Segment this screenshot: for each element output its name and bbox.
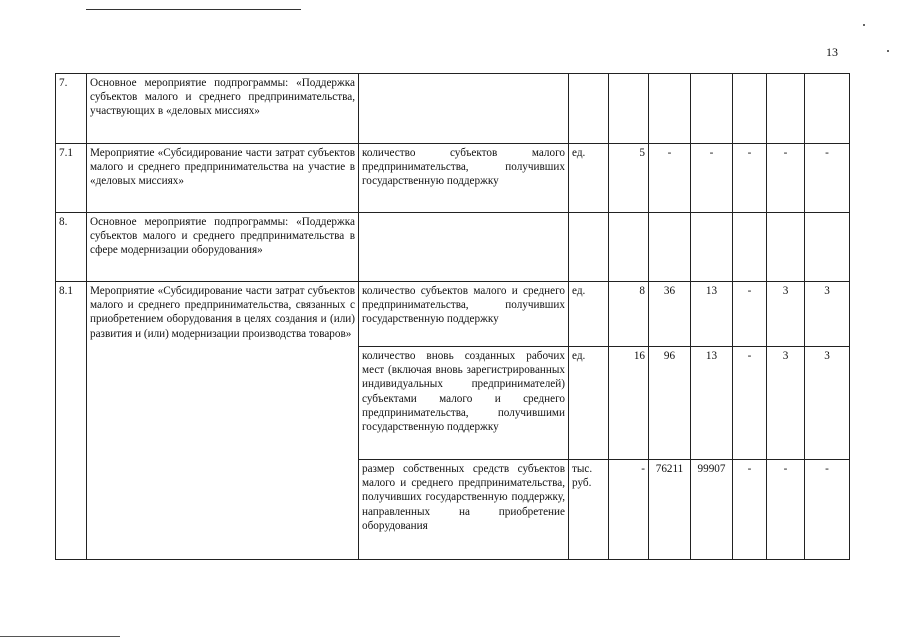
unit-cell: ед. bbox=[569, 282, 609, 347]
row-number: 7.1 bbox=[56, 144, 87, 213]
indicator-cell: количество субъектов малого предпринимательства, получивших государственную поддержку bbox=[359, 144, 569, 213]
event-cell: Мероприятие «Субсидирование части затрат субъектов малого и среднего предпринимательства, связанных с приобретением оборудования в целях создания и (или) развития и (или) модернизации производства товаров» bbox=[87, 282, 359, 560]
value-cell: 3 bbox=[805, 282, 850, 347]
value-cell: - bbox=[767, 460, 805, 560]
value-cell bbox=[733, 74, 767, 144]
scan-speck bbox=[887, 50, 889, 52]
scan-speck bbox=[863, 24, 865, 26]
value-cell bbox=[609, 213, 649, 282]
indicator-cell bbox=[359, 74, 569, 144]
unit-cell: ед. bbox=[569, 347, 609, 460]
event-cell: Основное мероприятие подпрограммы: «Поддержка субъектов малого и среднего предпринимательства в сфере модернизации оборудования» bbox=[87, 213, 359, 282]
event-cell: Мероприятие «Субсидирование части затрат субъектов малого и среднего предпринимательства на участие в «деловых миссиях» bbox=[87, 144, 359, 213]
footer-rule bbox=[0, 636, 120, 637]
value-cell: 3 bbox=[767, 347, 805, 460]
value-cell: - bbox=[733, 347, 767, 460]
indicator-cell: размер собственных средств субъектов малого и среднего предпринимательства, получивших государственную поддержку, направленных на приобретение оборудования bbox=[359, 460, 569, 560]
value-cell: 5 bbox=[609, 144, 649, 213]
value-cell bbox=[767, 213, 805, 282]
unit-cell: ед. bbox=[569, 144, 609, 213]
value-cell: 76211 bbox=[649, 460, 691, 560]
table-row bbox=[56, 144, 850, 213]
value-cell: - bbox=[649, 144, 691, 213]
value-cell: 13 bbox=[691, 347, 733, 460]
value-cell: - bbox=[805, 144, 850, 213]
event-cell: Основное мероприятие подпрограммы: «Поддержка субъектов малого и среднего предпринимательства, участвующих в «деловых миссиях» bbox=[87, 74, 359, 144]
value-cell: 13 bbox=[691, 282, 733, 347]
value-cell: - bbox=[609, 460, 649, 560]
value-cell bbox=[767, 74, 805, 144]
row-number: 8.1 bbox=[56, 282, 87, 560]
indicator-cell bbox=[359, 213, 569, 282]
unit-cell bbox=[569, 213, 609, 282]
page-number: 13 bbox=[826, 45, 838, 59]
value-cell: 99907 bbox=[691, 460, 733, 560]
row-number: 8. bbox=[56, 213, 87, 282]
unit-cell bbox=[569, 74, 609, 144]
value-cell: - bbox=[691, 144, 733, 213]
unit-cell: тыс. руб. bbox=[569, 460, 609, 560]
value-cell: - bbox=[733, 460, 767, 560]
value-cell: 36 bbox=[649, 282, 691, 347]
value-cell: 16 bbox=[609, 347, 649, 460]
value-cell bbox=[691, 74, 733, 144]
value-cell bbox=[649, 74, 691, 144]
value-cell: - bbox=[805, 460, 850, 560]
indicator-cell: количество субъектов малого и среднего предпринимательства, получивших государственную поддержку bbox=[359, 282, 569, 347]
table-row bbox=[56, 74, 850, 144]
value-cell bbox=[691, 213, 733, 282]
value-cell bbox=[805, 74, 850, 144]
value-cell: - bbox=[733, 144, 767, 213]
value-cell bbox=[649, 213, 691, 282]
value-cell: 96 bbox=[649, 347, 691, 460]
header-rule bbox=[86, 9, 301, 10]
table-row bbox=[56, 213, 850, 282]
value-cell: 8 bbox=[609, 282, 649, 347]
value-cell bbox=[609, 74, 649, 144]
value-cell bbox=[805, 213, 850, 282]
row-number: 7. bbox=[56, 74, 87, 144]
indicator-cell: количество вновь созданных рабочих мест (включая вновь зарегистрированных индивидуальных предпринимателей) субъектами малого и среднего предпринимательства, получившими государственную поддержку bbox=[359, 347, 569, 460]
value-cell: 3 bbox=[767, 282, 805, 347]
value-cell: 3 bbox=[805, 347, 850, 460]
indicators-table bbox=[55, 73, 850, 560]
table-row bbox=[56, 282, 850, 347]
value-cell bbox=[733, 213, 767, 282]
value-cell: - bbox=[733, 282, 767, 347]
value-cell: - bbox=[767, 144, 805, 213]
